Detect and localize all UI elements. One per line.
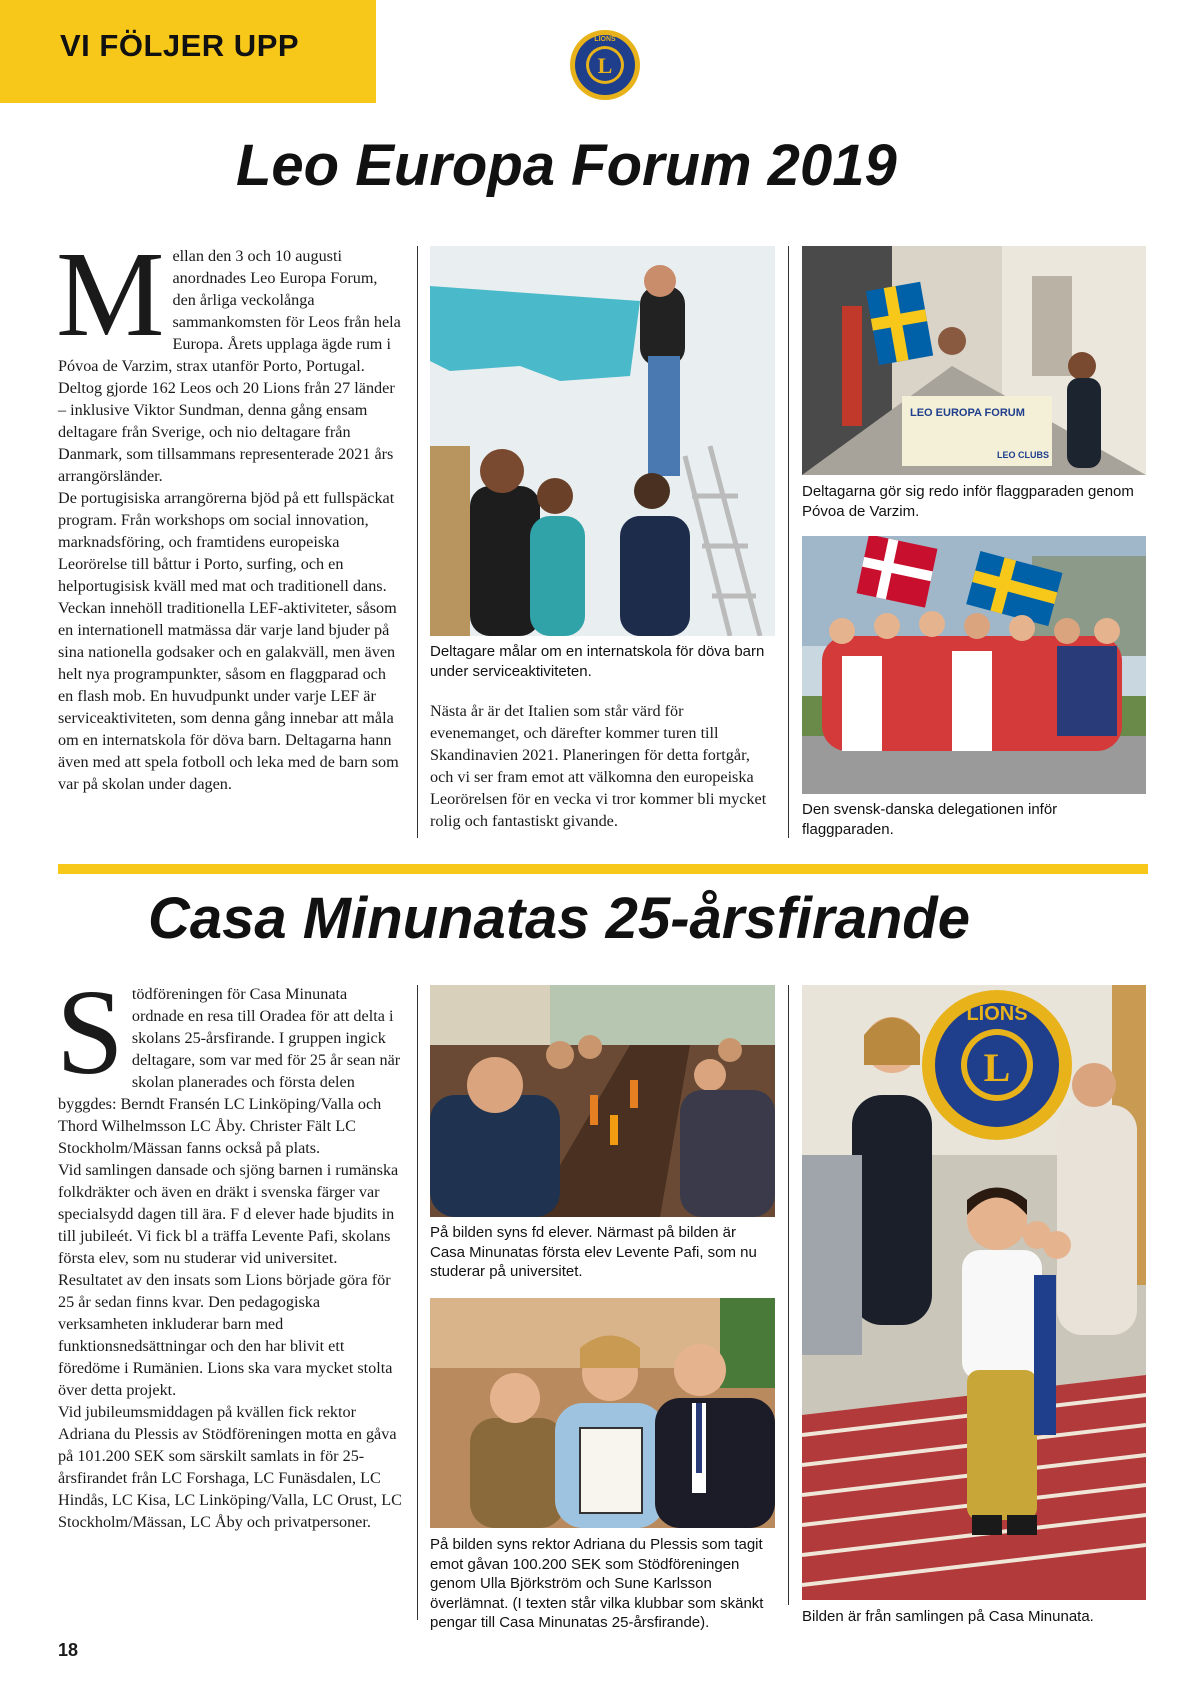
paragraph: tödföreningen för Casa Minunata ordnade en resa till Oradea för att delta i skolans 25-årsfirande. I gruppen ingick deltagare, som var med för 25 år sean när skolan planerades och första delen byggdes: Berndt Fransén LC Linköping/Valla och Thord Wilhelmsson LC Åby. Christer Fält LC Stockholm/Mässan fanns också på plats.: [58, 985, 401, 1157]
photo-gift-ceremony: [430, 1298, 775, 1528]
paragraph: Resultatet av den insats som Lions började göra för 25 år sedan finns kvar. Den pedagogiska verksamheten inkluderar barn med funktionsnedsättningar och den har blivit ett föredöme i Rumänien. Lions ska vara mycket stolta över detta projekt.: [58, 1271, 393, 1399]
photo-gathering: [802, 985, 1146, 1600]
article-title: Leo Europa Forum 2019: [236, 133, 897, 198]
paragraph: Vid jubileumsmiddagen på kvällen fick rektor Adriana du Plessis av Stödföreningen motta en gåva på 101.200 SEK som särskilt samlats in för 25-årsfirandet från LC Forshaga, LC Funäsdalen, LC Hindås, LC Kisa, LC Linköping/Valla, LC Orust, LC Stockholm/Mässan, LC Åby och privatpersoner.: [58, 1403, 402, 1531]
photo-caption: På bilden syns fd elever. Närmast på bilden är Casa Minunatas första elev Levente Pafi, som nu studerar på universitet.: [430, 1224, 757, 1280]
photo-caption: Deltagarna gör sig redo inför flaggparaden genom Póvoa de Varzim.: [802, 483, 1134, 520]
column-divider: [788, 985, 789, 1605]
section-tab: [0, 0, 376, 103]
column-divider: [788, 246, 789, 838]
photo-caption: Bilden är från samlingen på Casa Minunata.: [802, 1608, 1094, 1625]
dropcap: M: [56, 227, 165, 362]
section-divider: [58, 864, 1148, 874]
article-body: [430, 700, 775, 832]
photo-painting-school: [430, 246, 775, 636]
photo-caption: På bilden syns rektor Adriana du Plessis som tagit emot gåvan 100.200 SEK som Stödföreningen genom Ulla Björkström och Sune Karlsson överlämnat. (I texten står vilka klubbar som skänkt pengar till Casa Minunatas 25-årsfirande).: [430, 1536, 764, 1631]
wall-logo-text: LIONS: [966, 1003, 1028, 1025]
page-number: 18: [58, 1640, 79, 1660]
paragraph: Nästa år är det Italien som står värd för evenemanget, och därefter kommer turen till Skandinavien 2021. Planeringen för detta fortgår, och vi ser fram emot att välkomna den europeiska Leorörelsen för en vecka vi tror kommer bli mycket rolig och fantastiskt givande.: [430, 702, 767, 830]
paragraph: De portugisiska arrangörerna bjöd på ett fullspäckat program. Från workshops om social innovation, marknadsföring, och framtidens europeiska Leorörelse till båttur i Porto, surfing, och en helportugisisk kväll med mat och traditionell dans. Veckan innehöll traditionella LEF-aktiviteter, såsom en internationell matmässa där varje land bjuder på sina nationella godsaker och en galakväll, men även helt nya programpunkter, såsom en flaggparad och en flash mob. En huvudpunkt under varje LEF är serviceaktiviteten, som denna gång innebar att måla om en internatskola för döva barn. Deltagarna hann även med att spela fotboll och leka med de barn som var på skolan under dagen.: [58, 489, 399, 793]
paragraph: ellan den 3 och 10 augusti anordnades Leo Europa Forum, den årliga veckolånga sammankomsten för Leos från hela Europa. Årets upplaga ägde rum i Póvoa de Varzim, strax utanför Porto, Portugal. Deltog gjorde 162 Leos och 20 Lions från 27 länder – inklusive Viktor Sundman, denna gång ensam deltagare från Sverige, och nio deltagare från Danmark, som tillsammans representerade 2021 års arrangörsländer.: [58, 247, 401, 485]
svg-text:L: L: [983, 1045, 1011, 1090]
section-tab-label: VI FÖLJER UPP: [60, 28, 300, 63]
svg-text:LIONS: LIONS: [594, 36, 616, 43]
photo-flag-parade: [802, 246, 1146, 475]
dropcap: S: [56, 965, 124, 1100]
paragraph: Vid samlingen dansade och sjöng barnen i rumänska folkdräkter och även en dräkt i svenska färger var specialsydd dagen till ära. F d elever hade bjudits in till jubileét. Vi fick bl a träffa Levente Pafi, skolans första elev, som nu studerar vid universitet.: [58, 1161, 399, 1267]
article-body: [56, 965, 403, 1533]
lions-logo-icon: [568, 28, 642, 102]
svg-text:L: L: [597, 53, 613, 78]
banner-text: LEO CLUBS: [997, 450, 1050, 460]
article-title: Casa Minunatas 25-årsfirande: [148, 886, 970, 951]
photo-delegation: [802, 536, 1146, 794]
column-divider: [417, 246, 418, 838]
photo-caption: Deltagare målar om en internatskola för döva barn under serviceaktiviteten.: [430, 643, 765, 680]
photo-dinner: [430, 985, 775, 1217]
photo-caption: Den svensk-danska delegationen inför flaggparaden.: [802, 801, 1058, 838]
column-divider: [417, 985, 418, 1620]
banner-text: LEO EUROPA FORUM: [910, 407, 1025, 419]
article-body: [56, 227, 403, 795]
